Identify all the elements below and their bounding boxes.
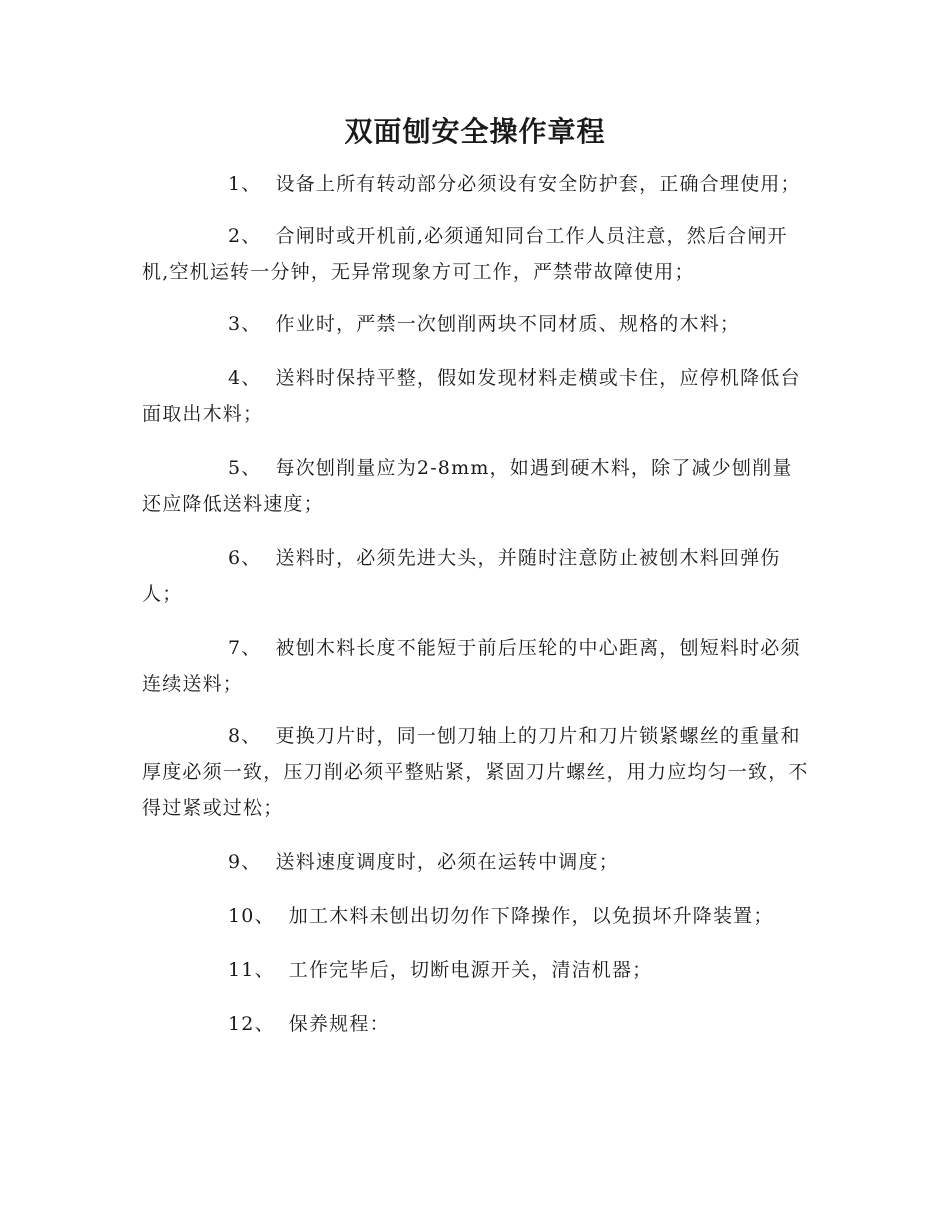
rule-text: 更换刀片时，同一刨刀轴上的刀片和刀片锁紧螺丝的重量和厚度必须一致，压刀削必须平整贴紧，紧固刀片螺丝，用力应均匀一致，不得过紧或过松；: [142, 725, 809, 819]
rule-item-4: [142, 360, 810, 432]
rule-number: 3、: [228, 313, 262, 335]
rule-number: 2、: [228, 225, 262, 247]
rule-text: 保养规程：: [288, 1013, 390, 1035]
rule-item-12: [142, 1006, 810, 1042]
rule-number: 5、: [228, 457, 262, 479]
rule-number: 1、: [228, 173, 262, 195]
rule-text: 工作完毕后，切断电源开关，清洁机器；: [288, 959, 653, 981]
rule-number: 8、: [228, 725, 262, 747]
document-title: 双面刨安全操作章程: [344, 115, 606, 148]
rule-number: 11、: [228, 959, 275, 981]
rule-text: 作业时，严禁一次刨削两块不同材质、规格的木料；: [275, 313, 741, 335]
rule-text: 合闸时或开机前,必须通知同台工作人员注意，然后合闸开机,空机运转一分钟，无异常现象方可工作，严禁带故障使用；: [142, 225, 788, 283]
rule-text: 加工木料未刨出切勿作下降操作，以免损坏升降装置；: [288, 905, 774, 927]
rule-number: 7、: [228, 637, 262, 659]
rule-item-10: [142, 898, 810, 934]
rule-number: 10、: [228, 905, 275, 927]
rule-number: 9、: [228, 851, 262, 873]
rule-item-9: [142, 844, 810, 880]
rule-item-6: [142, 540, 810, 612]
rule-item-1: [142, 166, 810, 202]
rule-number: 4、: [228, 367, 262, 389]
rule-text: 送料时保持平整，假如发现材料走横或卡住，应停机降低台面取出木料；: [142, 367, 801, 425]
rule-text: 设备上所有转动部分必须设有安全防护套，正确合理使用；: [275, 173, 801, 195]
rule-text: 送料速度调度时，必须在运转中调度；: [275, 851, 619, 873]
rule-item-11: [142, 952, 810, 988]
rule-text: 被刨木料长度不能短于前后压轮的中心距离，刨短料时必须连续送料；: [142, 637, 801, 695]
rule-number: 6、: [228, 547, 262, 569]
rule-text: 送料时，必须先进大头，并随时注意防止被刨木料回弹伤人；: [142, 547, 781, 605]
rule-number: 12、: [228, 1013, 275, 1035]
rule-item-3: [142, 306, 810, 342]
rule-text: 每次刨削量应为2-8mm，如遇到硬木料，除了减少刨削量还应降低送料速度；: [142, 457, 793, 515]
rule-item-8: [142, 718, 810, 826]
rule-item-5: [142, 450, 810, 522]
rule-item-2: [142, 218, 810, 290]
rule-item-7: [142, 630, 810, 702]
